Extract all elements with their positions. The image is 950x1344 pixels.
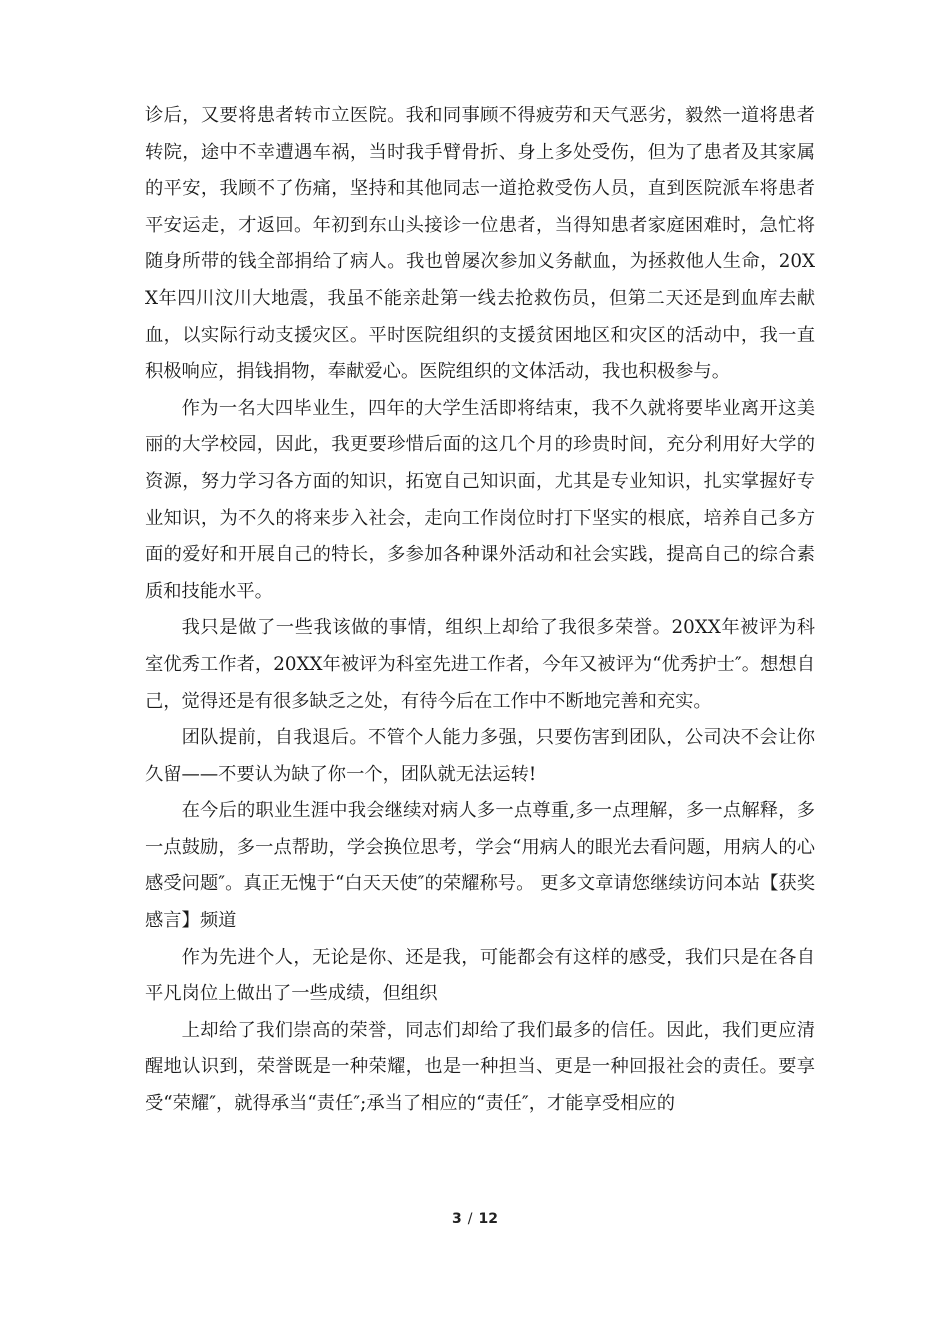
paragraph-6: 作为先进个人，无论是你、还是我，可能都会有这样的感受，我们只是在各自平凡岗位上做出了一些成绩，但组织 — [145, 946, 815, 1005]
paragraph-5: 在今后的职业生涯中我会继续对病人多一点尊重,多一点理解，多一点解释，多一点鼓励，多一点帮助，学会换位思考，学会“用病人的眼光去看问题，用病人的心感受问题″。真正无愧于“白天天使″的荣耀称号。 更多文章请您继续访问本站【获奖感言】频道 — [145, 800, 815, 932]
page-number — [0, 1211, 950, 1227]
page-separator: / — [467, 1211, 473, 1227]
total-pages-number: 12 — [478, 1211, 498, 1227]
paragraph-4: 团队提前，自我退后。不管个人能力多强，只要伤害到团队，公司决不会让你久留——不要认为缺了你一个，团队就无法运转! — [145, 727, 815, 785]
current-page-number: 3 — [452, 1211, 462, 1227]
paragraph-1: 诊后，又要将患者转市立医院。我和同事顾不得疲劳和天气恶劣，毅然一道将患者转院，途中不幸遭遇车祸，当时我手臂骨折、身上多处受伤，但为了患者及其家属的平安，我顾不了伤痛，坚持和其他同志一道抢救受伤人员，直到医院派车将患者平安运走，才返回。年初到东山头接诊一位患者，当得知患者家庭困难时，急忙将随身所带的钱全部捐给了病人。我也曾屡次参加义务献血，为拯救他人生命，20XX年四川汶川大地震，我虽不能亲赴第一线去抢救伤员，但第二天还是到血库去献血，以实际行动支援灾区。平时医院组织的支援贫困地区和灾区的活动中，我一直积极响应，捐钱捐物，奉献爱心。医院组织的文体活动，我也积极参与。 — [145, 105, 815, 383]
paragraph-7: 上却给了我们崇高的荣誉，同志们却给了我们最多的信任。因此，我们更应清醒地认识到，荣誉既是一种荣耀，也是一种担当、更是一种回报社会的责任。要享受“荣耀″，就得承当“责任″;承当了相应的“责任″，才能享受相应的 — [145, 1019, 815, 1115]
document-body — [145, 98, 815, 1123]
paragraph-3: 我只是做了一些我该做的事情，组织上却给了我很多荣誉。20XX年被评为科室优秀工作者，20XX年被评为科室先进工作者，今年又被评为“优秀护士″。想想自己，觉得还是有很多缺乏之处，有待今后在工作中不断地完善和充实。 — [145, 617, 815, 712]
paragraph-2: 作为一名大四毕业生，四年的大学生活即将结束，我不久就将要毕业离开这美丽的大学校园，因此，我更要珍惜后面的这几个月的珍贵时间，充分利用好大学的资源，努力学习各方面的知识，拓宽自己知识面，尤其是专业知识，扎实掌握好专业知识，为不久的将来步入社会，走向工作岗位时打下坚实的根底，培养自己多方面的爱好和开展自己的特长，多参加各种课外活动和社会实践，提高自己的综合素质和技能水平。 — [145, 397, 815, 602]
